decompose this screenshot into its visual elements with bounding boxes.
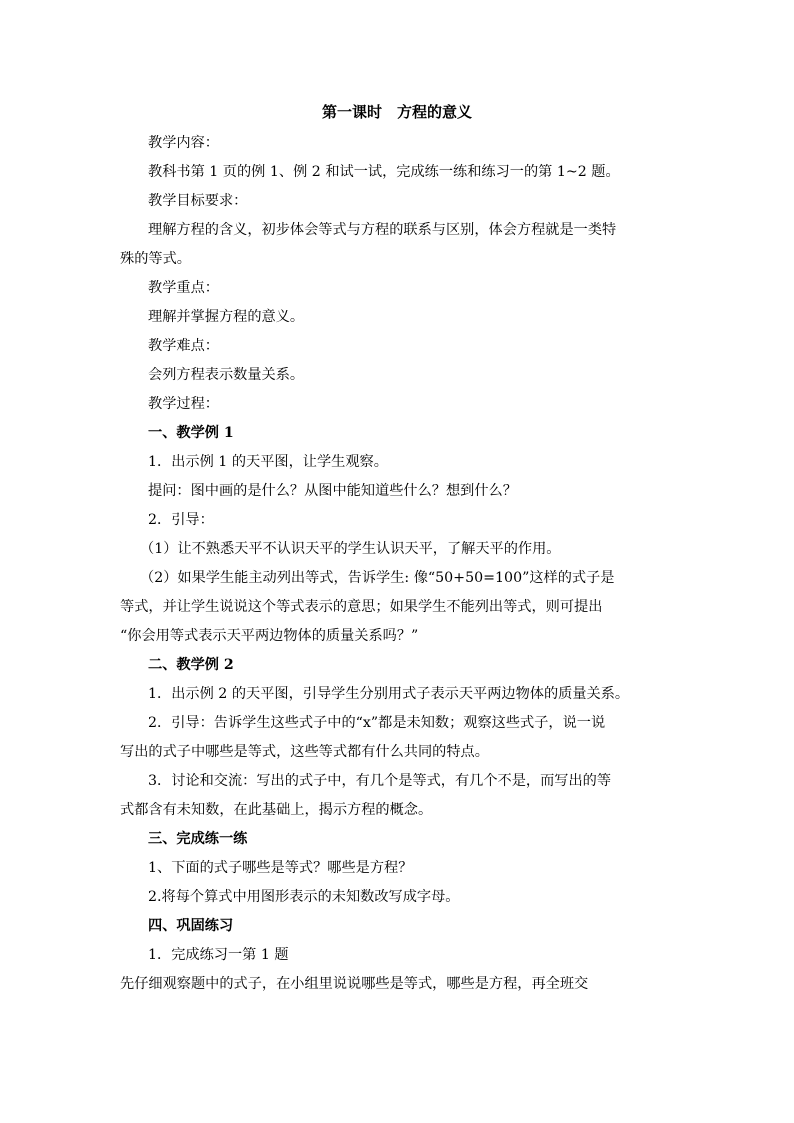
process-label: 教学过程： [148, 396, 219, 412]
part1-question: 提问：图中画的是什么？从图中能知道些什么？想到什么？ [148, 483, 517, 499]
difficulty-label: 教学难点： [148, 338, 219, 354]
part1-sub-2-line-1: （2）如果学生能主动列出等式，告诉学生: 像“50+50=100”这样的式子是 [140, 570, 615, 586]
part2-item-2-line-2: 写出的式子中哪些是等式，这些等式都有什么共同的特点。 [120, 744, 489, 760]
part2-item-2-line-1: 2．引导：告诉学生这些式子中的“x”都是未知数；观察这些式子，说一说 [148, 715, 606, 731]
page-title: 第一课时 方程的意义 [321, 103, 472, 121]
key-label: 教学重点： [148, 280, 219, 296]
part3-item-2: 2.将每个算式中用图形表示的未知数改写成字母。 [148, 889, 460, 905]
part3-heading: 三、完成练一练 [148, 831, 248, 847]
goals-line-2: 殊的等式。 [120, 251, 191, 267]
part2-heading: 二、教学例 2 [148, 657, 234, 673]
part1-sub-1: （1）让不熟悉天平不认识天平的学生认识天平，了解天平的作用。 [140, 541, 561, 557]
part1-heading: 一、教学例 1 [148, 425, 234, 441]
part2-item-3-line-2: 式都含有未知数，在此基础上，揭示方程的概念。 [120, 802, 433, 818]
part4-heading: 四、巩固练习 [148, 918, 234, 934]
part1-sub-2-line-2: 等式，并让学生说说这个等式表示的意思；如果学生不能列出等式，则可提出 [120, 599, 603, 615]
part1-item-1: 1．出示例 1 的天平图，让学生观察。 [148, 454, 388, 470]
part3-item-1: 1、下面的式子哪些是等式？哪些是方程？ [148, 860, 413, 876]
document-body [120, 129, 680, 999]
difficulty-text: 会列方程表示数量关系。 [148, 367, 305, 383]
part4-text: 先仔细观察题中的式子，在小组里说说哪些是等式，哪些是方程，再全班交 [120, 976, 589, 992]
content-text: 教科书第 1 页的例 1、例 2 和试一试，完成练一练和练习一的第 1~2 题。 [148, 164, 620, 180]
goals-line-1: 理解方程的含义，初步体会等式与方程的联系与区别，体会方程就是一类特 [148, 222, 617, 238]
goals-label: 教学目标要求： [148, 193, 248, 209]
part1-item-2: 2．引导： [148, 512, 214, 528]
part1-sub-2-line-3: “你会用等式表示天平两边物体的质量关系吗？” [120, 628, 419, 644]
part2-item-1: 1．出示例 2 的天平图，引导学生分别用式子表示天平两边物体的质量关系。 [148, 686, 630, 702]
part4-item-1: 1．完成练习一第 1 题 [148, 947, 289, 963]
part2-item-3-line-1: 3．讨论和交流：写出的式子中，有几个是等式，有几个不是，而写出的等 [148, 773, 612, 789]
content-label: 教学内容： [148, 135, 219, 151]
key-text: 理解并掌握方程的意义。 [148, 309, 305, 325]
